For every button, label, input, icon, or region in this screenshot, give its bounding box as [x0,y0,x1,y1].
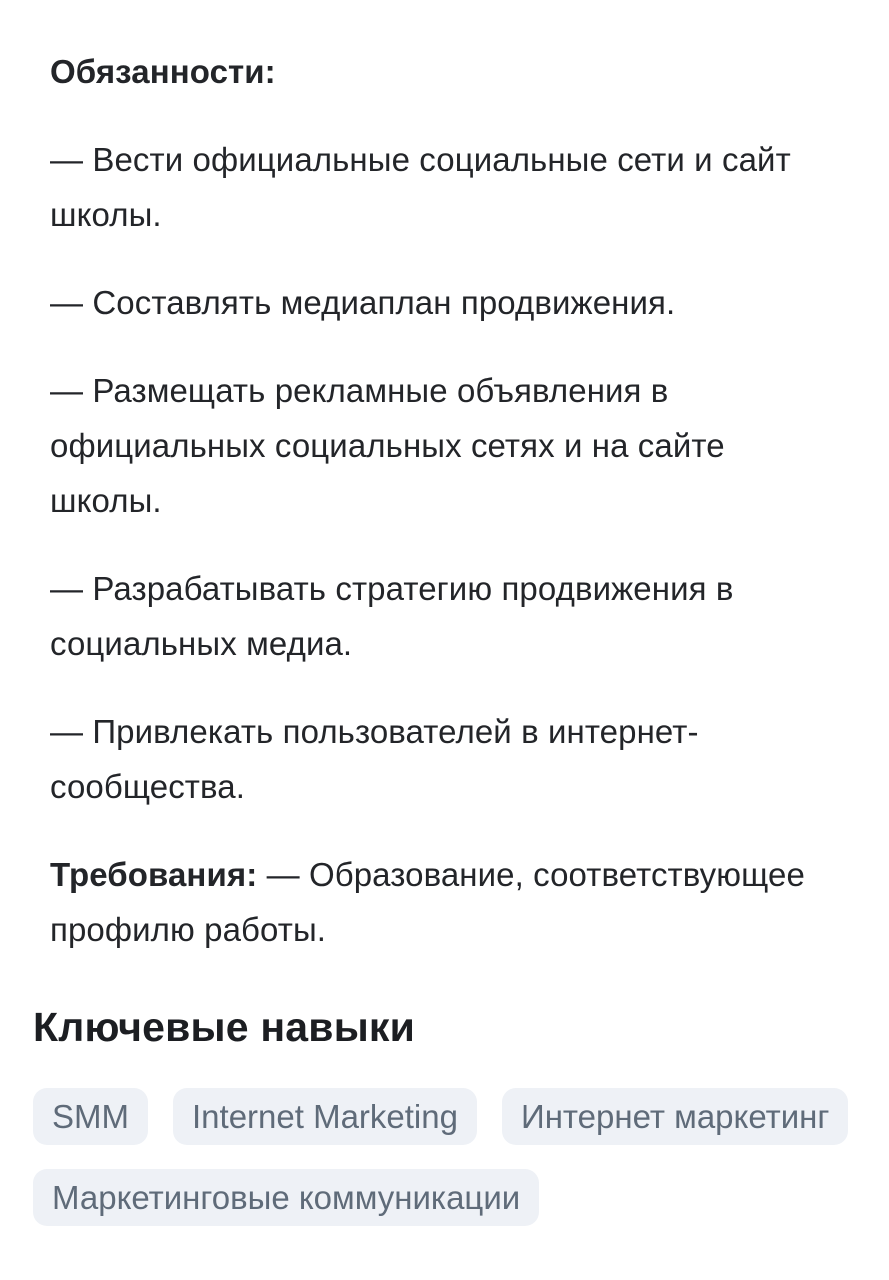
skill-tag-internet-marketing-ru: Интернет маркетинг [502,1088,848,1145]
responsibility-item: — Размещать рекламные объявления в официальных социальных сетях и на сайте школы. [50,372,725,519]
skills-tag-list [0,1088,889,1226]
skill-tag-internet-marketing: Internet Marketing [173,1088,477,1145]
requirements-text: — Образование, соответствующее профилю работы. [50,856,805,948]
responsibilities-heading: Обязанности: [50,53,276,90]
responsibility-item: — Привлекать пользователей в интернет-сообщества. [50,713,699,805]
responsibility-item: — Разрабатывать стратегию продвижения в социальных медиа. [50,570,734,662]
responsibility-item: — Вести официальные социальные сети и сайт школы. [50,141,791,233]
key-skills-heading: Ключевые навыки [33,1004,416,1050]
requirements-paragraph [50,847,839,957]
responsibility-item: — Составлять медиаплан продвижения. [50,284,676,321]
skill-tag-marketing-communications: Маркетинговые коммуникации [33,1169,539,1226]
skill-tag-smm: SMM [33,1088,148,1145]
requirements-label: Требования: [50,856,258,893]
